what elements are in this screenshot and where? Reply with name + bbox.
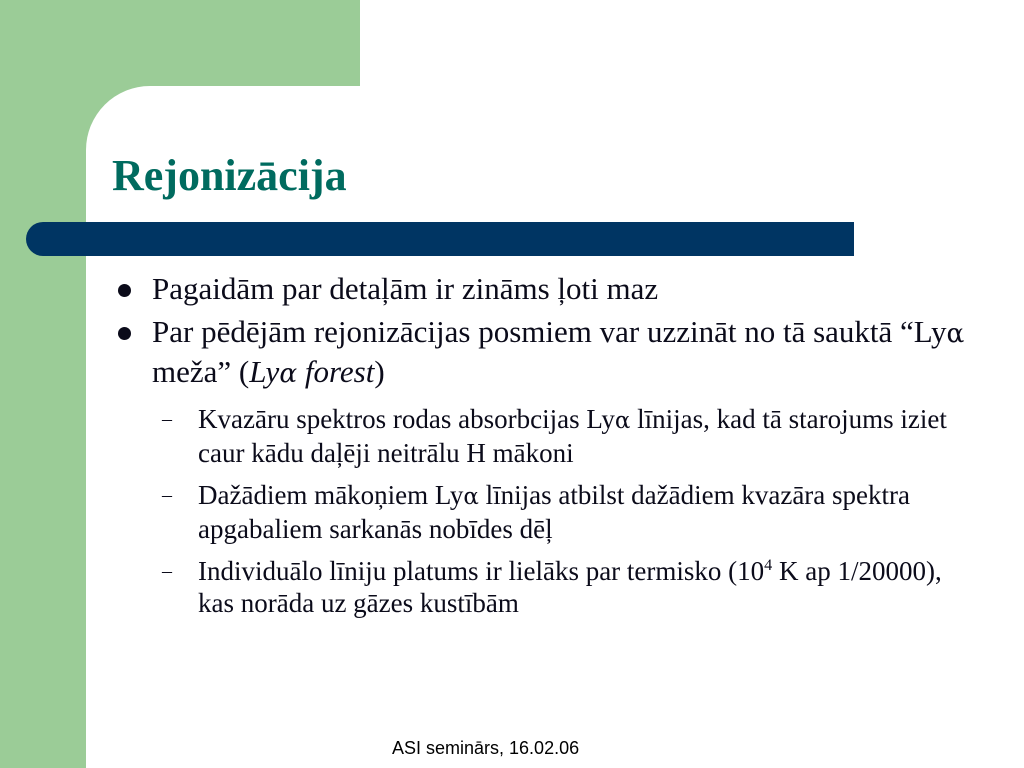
sub-bullet-text xyxy=(198,480,910,544)
slide-footer: ASI seminārs, 16.02.06 xyxy=(392,738,580,758)
title-underline-bar xyxy=(26,222,854,256)
bullet-item xyxy=(112,313,972,393)
slide-body xyxy=(112,270,972,619)
bullet-text-part: Par pēdējām rejonizācijas posmiem var uzzināt no tā sauktā “Ly xyxy=(152,314,947,349)
dash-icon: – xyxy=(162,484,172,506)
italic-term xyxy=(249,354,374,389)
bullet-dot-icon xyxy=(118,327,131,340)
dash-icon: – xyxy=(162,408,172,430)
superscript-exponent: 4 xyxy=(764,556,773,574)
dash-icon: – xyxy=(162,560,172,582)
italic-term-part: Ly xyxy=(249,354,280,389)
sub-bullet-item xyxy=(112,479,972,545)
sub-bullet-text xyxy=(198,404,947,468)
sub-bullet-text-part: Dažādiem mākoņiem Ly xyxy=(198,480,464,510)
alpha-symbol: α xyxy=(614,408,631,434)
bullet-item xyxy=(112,270,972,307)
sub-bullet-text-part: līnijas atbilst dažādiem kvazāra spektra apgabaliem sarkanās nobīdes dēļ xyxy=(198,480,910,544)
sub-bullet-text-part: Individuālo līniju platums ir lielāks par termisko (10 xyxy=(198,556,765,586)
italic-term-part: forest xyxy=(297,354,375,389)
alpha-symbol: α xyxy=(279,359,298,389)
bullet-text xyxy=(152,314,964,389)
sub-bullet-text-part: līnijas, kad tā starojums iziet caur kādu daļēji neitrālu H mākoni xyxy=(198,404,947,468)
bullet-text-part: meža” ( xyxy=(152,354,250,389)
sub-bullet-text xyxy=(198,556,942,618)
alpha-symbol: α xyxy=(463,484,479,510)
sub-bullet-text-part: K ap 1/20000), kas norāda uz gāzes kustībām xyxy=(198,556,942,618)
slide-title: Rejonizācija xyxy=(112,151,347,200)
sub-bullet-text-part: Kvazāru spektros rodas absorbcijas Ly xyxy=(198,404,615,434)
sub-bullet-item xyxy=(112,555,972,619)
bullet-dot-icon xyxy=(118,284,131,297)
sub-bullet-item xyxy=(112,403,972,469)
bullet-text-part: ) xyxy=(374,354,385,389)
alpha-symbol: α xyxy=(946,319,965,349)
bullet-text: Pagaidām par detaļām ir zināms ļoti maz xyxy=(152,271,659,306)
